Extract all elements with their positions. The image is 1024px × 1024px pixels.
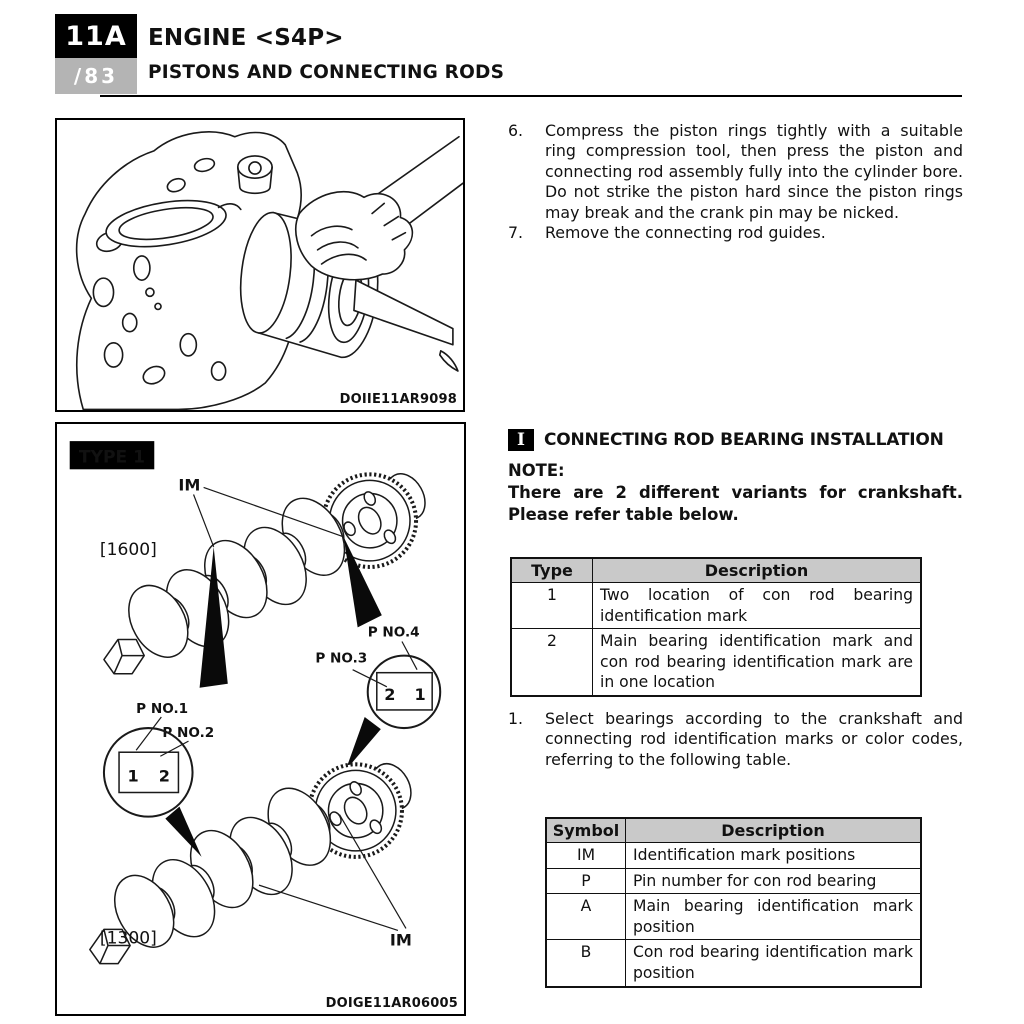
pin3-label: P NO.3 (315, 650, 368, 667)
im-label-top: IM (178, 475, 201, 495)
table-row (546, 940, 921, 987)
im-label-bottom: IM (389, 930, 412, 950)
piston-line-art (77, 132, 463, 410)
description-cell: Main bearing identification mark position (626, 894, 922, 940)
type-cell: 1 (511, 583, 593, 629)
pin-number: 1 (414, 684, 426, 704)
pin4-label: P NO.4 (367, 624, 420, 641)
type-table (510, 557, 922, 697)
section-code-tab: 11A (55, 14, 137, 58)
table-header-row (511, 558, 921, 583)
description-cell: Pin number for con rod bearing (626, 868, 922, 894)
note-block (508, 460, 963, 526)
step-7 (508, 223, 963, 243)
section-heading (508, 429, 963, 451)
description-header-cell: Description (593, 558, 922, 583)
page-subtitle: PISTONS AND CONNECTING RODS (148, 62, 505, 83)
table-row (511, 583, 921, 629)
symbol-cell: P (546, 868, 626, 894)
engine-1300-label: [1300] (99, 928, 157, 949)
type1-badge-label: TYPE 1 (78, 447, 146, 468)
crankshaft-illustration (57, 424, 464, 1014)
description-cell: Con rod bearing identification mark position (626, 940, 922, 987)
section-title: CONNECTING ROD BEARING INSTALLATION (544, 430, 944, 450)
description-cell: Identification mark positions (626, 843, 922, 869)
figure-piston-installation (55, 118, 465, 412)
note-text: There are 2 different variants for crankshaft. (508, 483, 963, 502)
crankshaft-drawing (104, 467, 433, 674)
figure-caption: DOIGE11AR06005 (325, 996, 458, 1011)
instruction-step-1 (508, 709, 963, 770)
note-label: NOTE: (508, 461, 565, 480)
step-number: 7. (508, 223, 524, 243)
table-row (511, 629, 921, 696)
step-6 (508, 121, 963, 223)
step-text: Remove the connecting rod guides. (545, 223, 826, 243)
pointer-arrow (346, 717, 381, 770)
detail-circle-bottom (104, 728, 193, 817)
table-header-row (546, 818, 921, 843)
note-text: Please refer table below. (508, 505, 739, 524)
symbol-cell: B (546, 940, 626, 987)
pointer-arrow (165, 807, 201, 857)
piston-illustration (57, 120, 463, 410)
instruction-steps (508, 121, 963, 243)
step-1-row (508, 709, 963, 770)
symbol-header-cell: Symbol (546, 818, 626, 843)
header-rule (100, 95, 962, 97)
engine-1600-label: [1600] (99, 539, 157, 560)
type-cell: 2 (511, 629, 593, 696)
table-row (546, 894, 921, 940)
step-number: 1. (508, 709, 524, 728)
detail-circle-top (368, 656, 440, 728)
step-text: Select bearings according to the crankshaft and connecting rod identification marks or color codes, referring to the following table. (545, 709, 963, 769)
symbol-cell: IM (546, 843, 626, 869)
section-index-icon: I (508, 429, 534, 451)
figure-caption: DOIIE11AR9098 (339, 392, 457, 407)
type-header-cell: Type (511, 558, 593, 583)
pin2-label: P NO.2 (162, 725, 215, 742)
table-row (546, 843, 921, 869)
pin1-label: P NO.1 (136, 700, 189, 717)
description-cell: Two location of con rod bearing identification mark (593, 583, 922, 629)
description-header-cell: Description (626, 818, 922, 843)
description-cell: Main bearing identification mark and con rod bearing identification mark are in one location (593, 629, 922, 696)
figure-crankshaft-identification (55, 422, 466, 1016)
symbol-table (545, 817, 922, 988)
table-row (546, 868, 921, 894)
page-code-tab: /83 (55, 58, 137, 94)
pin-number: 1 (127, 766, 139, 786)
symbol-cell: A (546, 894, 626, 940)
step-number: 6. (508, 121, 524, 140)
pin-number: 2 (158, 766, 170, 786)
step-text: Compress the piston rings tightly with a suitable ring compression tool, then press the piston and connecting rod assembly fully into the cylinder bore. Do not strike the piston hard since the piston rings may break and the crank pin may be nicked. (545, 121, 963, 222)
page-title: ENGINE <S4P> (148, 25, 344, 51)
pin-number: 2 (384, 684, 396, 704)
